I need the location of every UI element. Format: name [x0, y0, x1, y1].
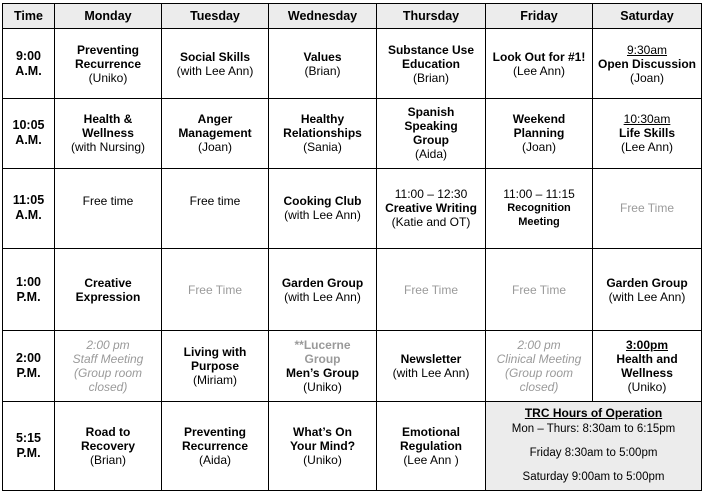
time-cell	[3, 401, 55, 490]
time-period: A.M.	[15, 208, 42, 223]
session-time: 9:30am	[626, 42, 668, 57]
session-leader: (Brian)	[412, 70, 449, 85]
session-leader: (Uniko)	[303, 379, 342, 394]
session-title: Life Skills	[618, 126, 676, 141]
session-title: What’s On Your Mind?	[289, 424, 356, 453]
day-header-saturday: Saturday	[593, 4, 702, 29]
meeting-time: 2:00 pm	[517, 337, 561, 352]
session-title: Spanish Speaking Group	[404, 105, 458, 148]
session-cell	[269, 248, 377, 330]
session-title: Newsletter	[400, 351, 462, 366]
session-time: 11:00 – 11:15	[503, 187, 575, 202]
session-leader: (Miriam)	[193, 372, 237, 387]
session-leader: (Lee Ann)	[620, 140, 674, 155]
session-cell	[377, 401, 486, 490]
session-leader: (Sania)	[303, 140, 342, 155]
free-time-label: Free Time	[187, 282, 242, 297]
session-title: Healthy Relationships	[283, 112, 362, 141]
session-title: Living with Purpose	[183, 344, 247, 373]
session-cell	[55, 29, 162, 99]
meeting-note: closed)	[88, 379, 128, 394]
session-cell	[486, 168, 593, 248]
time-period: P.M.	[16, 289, 41, 304]
session-time: 10:30am	[623, 112, 671, 127]
time-cell	[3, 168, 55, 248]
session-title: Preventing Recurrence	[74, 42, 142, 71]
session-title: Creative Expression	[75, 275, 141, 304]
free-time-label: Free time	[189, 194, 241, 209]
time-cell	[3, 331, 55, 401]
session-cell	[269, 331, 377, 401]
free-time-label: Free Time	[403, 282, 458, 297]
session-cell	[162, 248, 269, 330]
session-cell	[162, 168, 269, 248]
lucerne-note: Group	[304, 351, 341, 366]
time-cell	[3, 99, 55, 168]
session-leader: (Joan)	[521, 140, 556, 155]
time-cell	[3, 29, 55, 99]
session-title: Health & Wellness	[82, 112, 134, 141]
day-header-monday: Monday	[55, 4, 162, 29]
session-leader: (Lee Ann )	[403, 452, 459, 467]
session-cell	[269, 99, 377, 168]
session-cell	[162, 331, 269, 401]
session-title: Garden Group	[281, 275, 364, 290]
meeting-note: (Group room	[73, 365, 143, 380]
session-title: Emotional Regulation	[400, 424, 462, 453]
session-leader: (Joan)	[197, 140, 232, 155]
session-title: Preventing Recurrence	[181, 424, 249, 453]
day-header-friday: Friday	[486, 4, 593, 29]
session-leader: (Aida)	[198, 452, 231, 467]
time-value: 5:15	[15, 430, 42, 445]
session-title: Creative Writing	[385, 201, 477, 216]
session-cell	[377, 168, 486, 248]
session-leader: (Aida)	[414, 147, 447, 162]
session-cell	[162, 99, 269, 168]
schedule-row	[3, 168, 702, 248]
session-leader: (Uniko)	[627, 379, 667, 394]
session-cell	[162, 401, 269, 490]
session-cell	[55, 248, 162, 330]
time-period: P.M.	[16, 445, 41, 460]
session-cell	[55, 331, 162, 401]
free-time-label: Free Time	[511, 282, 566, 297]
meeting-time: 2:00 pm	[86, 337, 130, 352]
session-leader: (Katie and OT)	[391, 215, 471, 230]
session-cell	[593, 99, 702, 168]
session-cell	[55, 99, 162, 168]
hours-line: Mon – Thurs: 8:30am to 6:15pm	[511, 422, 676, 435]
session-cell	[377, 331, 486, 401]
hours-title: TRC Hours of Operation	[524, 405, 663, 420]
schedule-row	[3, 331, 702, 401]
free-time-label: Free Time	[619, 201, 674, 216]
weekly-schedule-table	[2, 3, 702, 491]
meeting-title: Staff Meeting	[72, 351, 144, 366]
session-leader: (Brian)	[304, 63, 341, 78]
session-title: Social Skills	[179, 49, 251, 64]
session-cell	[593, 29, 702, 99]
lucerne-note: **Lucerne	[294, 337, 351, 352]
session-leader: (Uniko)	[88, 70, 128, 85]
session-cell	[269, 168, 377, 248]
schedule-row	[3, 248, 702, 330]
time-period: A.M.	[15, 63, 42, 78]
time-value: 10:05	[12, 118, 45, 133]
session-time: 11:00 – 12:30	[394, 187, 468, 202]
session-leader: (with Lee Ann)	[284, 208, 361, 223]
time-value: 2:00	[15, 350, 42, 365]
schedule-row	[3, 99, 702, 168]
meeting-title: Clinical Meeting	[496, 351, 582, 366]
time-cell	[3, 248, 55, 330]
hours-line: Friday 8:30am to 5:00pm	[529, 446, 658, 459]
time-period: A.M.	[15, 133, 42, 148]
session-cell	[377, 248, 486, 330]
session-title: Look Out for #1!	[492, 49, 586, 64]
session-leader: (with Nursing)	[70, 140, 145, 155]
session-cell	[55, 168, 162, 248]
time-period: P.M.	[16, 365, 41, 380]
session-title: Cooking Club	[283, 194, 362, 209]
session-title: Health and Wellness	[616, 351, 678, 380]
session-title: Men’s Group	[286, 365, 359, 380]
session-title: Values	[303, 49, 342, 64]
session-cell	[55, 401, 162, 490]
session-time: 3:00pm	[625, 337, 669, 352]
time-value: 11:05	[12, 193, 45, 208]
schedule-row	[3, 29, 702, 99]
time-value: 1:00	[15, 274, 42, 289]
session-cell	[162, 29, 269, 99]
session-leader: (Uniko)	[303, 452, 342, 467]
session-leader: (with Lee Ann)	[284, 289, 361, 304]
session-cell	[269, 401, 377, 490]
session-title: Road to Recovery	[80, 424, 136, 453]
hours-line: Saturday 9:00am to 5:00pm	[522, 470, 665, 483]
session-leader: (with Lee Ann)	[392, 365, 470, 380]
session-leader: (Brian)	[89, 452, 126, 467]
day-header-tuesday: Tuesday	[162, 4, 269, 29]
time-header: Time	[3, 4, 55, 29]
session-cell	[593, 168, 702, 248]
session-title: Garden Group	[606, 275, 688, 290]
session-title: Weekend Planning	[512, 112, 566, 141]
session-cell	[269, 29, 377, 99]
session-cell	[486, 248, 593, 330]
session-leader: (with Lee Ann)	[176, 63, 254, 78]
session-cell	[593, 331, 702, 401]
session-cell	[486, 331, 593, 401]
meeting-note: (Group room	[504, 365, 574, 380]
session-cell	[377, 99, 486, 168]
meeting-note: closed)	[519, 379, 559, 394]
session-cell	[593, 248, 702, 330]
schedule-row	[3, 401, 702, 490]
session-title: Open Discussion	[597, 56, 697, 71]
day-header-thursday: Thursday	[377, 4, 486, 29]
session-leader: (with Lee Ann)	[608, 289, 686, 304]
session-cell	[377, 29, 486, 99]
session-cell	[486, 99, 593, 168]
session-title: Anger Management	[178, 112, 252, 141]
session-leader: (Joan)	[629, 70, 664, 85]
day-header-wednesday: Wednesday	[269, 4, 377, 29]
time-value: 9:00	[15, 48, 42, 63]
session-cell	[486, 29, 593, 99]
header-row	[3, 4, 702, 29]
free-time-label: Free time	[82, 194, 134, 209]
session-leader: (Lee Ann)	[512, 63, 566, 78]
hours-of-operation-box	[486, 401, 702, 490]
session-title: Substance Use Education	[387, 42, 475, 71]
session-title: Recognition Meeting	[507, 202, 571, 229]
